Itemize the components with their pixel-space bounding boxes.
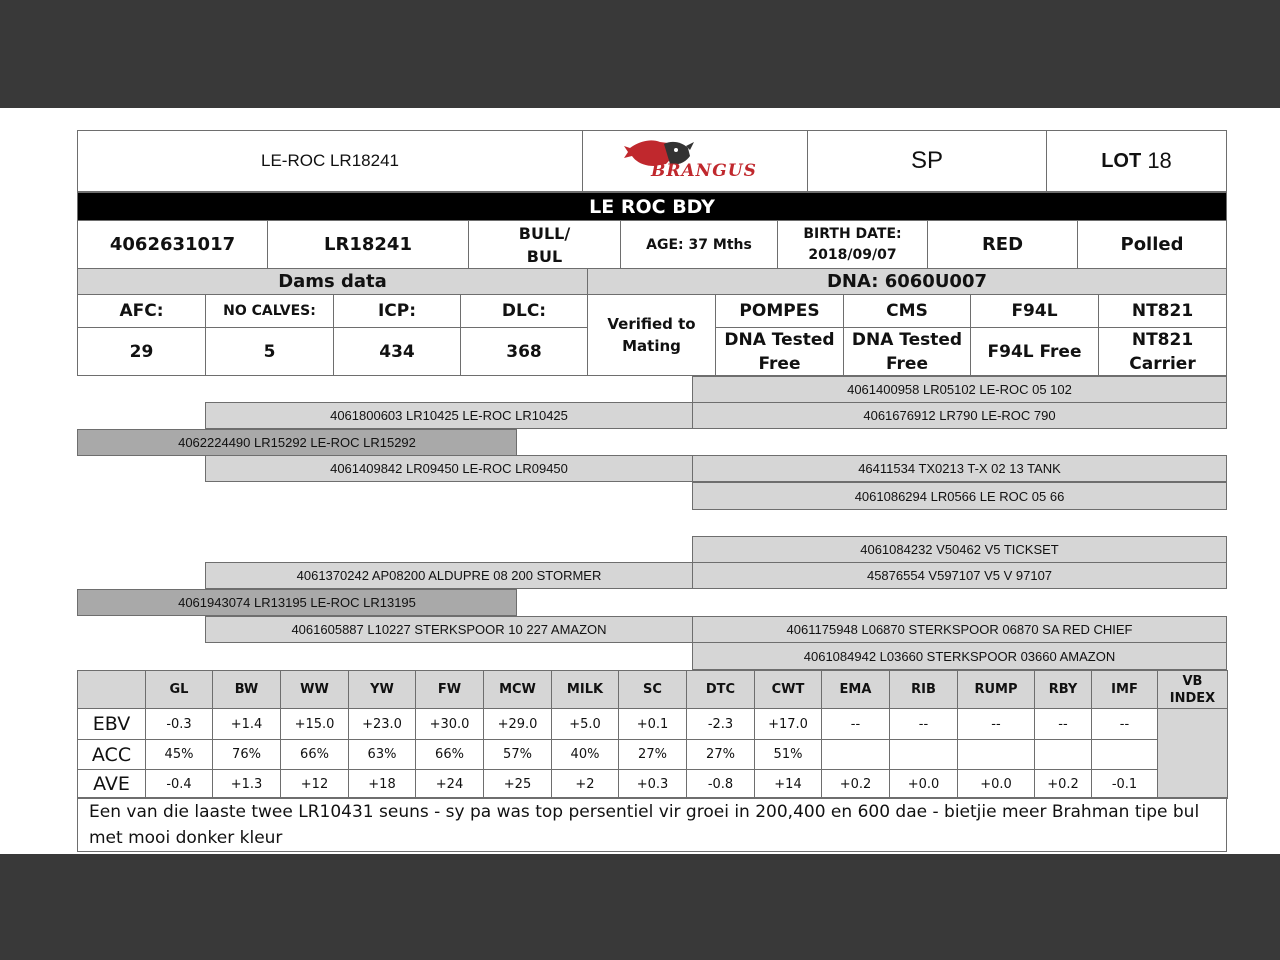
ebv-cell-acc-ww: 66% [280, 739, 349, 770]
ebv-cell-acc-rby [1034, 739, 1092, 770]
lot-sheet [0, 108, 1280, 854]
dlc-value: 368 [460, 327, 588, 376]
dlc-header: DLC: [460, 294, 588, 328]
ebv-cell-ebv-dtc: -2.3 [686, 708, 755, 740]
ebv-header-dtc: DTC [686, 670, 755, 709]
pedigree-sire-sire-dam: 4061676912 LR790 LE-ROC 790 [692, 402, 1227, 429]
no-calves-header: NO CALVES: [205, 294, 334, 328]
verified-line2: Mating [622, 337, 681, 355]
ebv-header-ema: EMA [821, 670, 890, 709]
birth-date [777, 220, 928, 269]
ebv-cell-acc-rib [889, 739, 958, 770]
ebv-cell-ebv-gl: -0.3 [145, 708, 213, 740]
ebv-cell-ave-ww: +12 [280, 769, 349, 799]
cms-line2: Free [886, 353, 928, 374]
icp-header: ICP: [333, 294, 461, 328]
ebv-header-rby: RBY [1034, 670, 1092, 709]
cms-result [843, 327, 971, 376]
ebv-cell-ebv-cwt: +17.0 [754, 708, 822, 740]
ebv-cell-ave-bw: +1.3 [212, 769, 281, 799]
f94l-header: F94L [970, 294, 1099, 328]
ebv-header-cwt: CWT [754, 670, 822, 709]
ebv-cell-ave-yw: +18 [348, 769, 416, 799]
id-number: 4062631017 [77, 220, 268, 269]
ebv-cell-ebv-rib: -- [889, 708, 958, 740]
nt821-header: NT821 [1098, 294, 1227, 328]
comment: Een van die laaste twee LR10431 seuns - sy pa was top persentiel vir groei in 200,400 en 600 dae - bietjie meer Brahman tipe bul met mooi donker kleur [77, 797, 1227, 852]
ebv-cell-ebv-mcw: +29.0 [483, 708, 552, 740]
name-code: LE-ROC LR18241 [77, 130, 583, 192]
ebv-cell-acc-bw: 76% [212, 739, 281, 770]
ebv-cell-acc-cwt: 51% [754, 739, 822, 770]
ebv-cell-acc-milk: 40% [551, 739, 619, 770]
ebv-cell-ebv-sc: +0.1 [618, 708, 687, 740]
sex-line1: BULL/ [518, 223, 571, 243]
ebv-cell-acc-ema [821, 739, 890, 770]
f94l-result: F94L Free [970, 327, 1099, 376]
verified-to-mating [587, 294, 716, 376]
ebv-cell-ave-fw: +24 [415, 769, 484, 799]
birth-value: 2018/09/07 [808, 246, 897, 263]
nt821-line1: NT821 [1131, 329, 1194, 350]
lot-box [1046, 130, 1227, 192]
ebv-cell-ave-imf: -0.1 [1091, 769, 1158, 799]
ebv-cell-ave-rump: +0.0 [957, 769, 1035, 799]
ebv-cell-ebv-milk: +5.0 [551, 708, 619, 740]
logo-text: BRANGUS [651, 161, 757, 181]
ebv-cell-ebv-rump: -- [957, 708, 1035, 740]
pedigree-sire-sire: 4061800603 LR10425 LE-ROC LR10425 [205, 402, 693, 429]
ebv-header-milk: MILK [551, 670, 619, 709]
vb-index-value [1157, 708, 1228, 799]
ebv-header-mcw: MCW [483, 670, 552, 709]
ebv-cell-ebv-bw: +1.4 [212, 708, 281, 740]
ebv-row-label-ebv: EBV [77, 708, 146, 740]
ebv-cell-ave-ema: +0.2 [821, 769, 890, 799]
pedigree-dam-dam: 4061605887 L10227 STERKSPOOR 10 227 AMAZON [205, 616, 693, 643]
dams-title: Dams data [77, 268, 588, 295]
no-calves-value: 5 [205, 327, 334, 376]
lot-number: 18 [1147, 148, 1172, 173]
brangus-logo [582, 130, 808, 192]
ebv-header-fw: FW [415, 670, 484, 709]
pompes-line2: Free [758, 353, 801, 374]
ebv-header-rump: RUMP [957, 670, 1035, 709]
pompes-result [715, 327, 844, 376]
afc-header: AFC: [77, 294, 206, 328]
ebv-cell-ave-mcw: +25 [483, 769, 552, 799]
icp-value: 434 [333, 327, 461, 376]
ebv-cell-ave-cwt: +14 [754, 769, 822, 799]
pompes-header: POMPES [715, 294, 844, 328]
ebv-row-label-ave: AVE [77, 769, 146, 799]
ebv-cell-ave-rby: +0.2 [1034, 769, 1092, 799]
pedigree-dam-dam-sire: 4061175948 L06870 STERKSPOOR 06870 SA RED CHIEF [692, 616, 1227, 643]
animal-name: LE ROC BDY [77, 192, 1227, 221]
ebv-cell-ebv-ww: +15.0 [280, 708, 349, 740]
reg-code: LR18241 [267, 220, 469, 269]
pedigree-dam-dam-dam: 4061084942 L03660 STERKSPOOR 03660 AMAZON [692, 642, 1227, 670]
ebv-cell-ebv-fw: +30.0 [415, 708, 484, 740]
ebv-header-imf: IMF [1091, 670, 1158, 709]
cms-header: CMS [843, 294, 971, 328]
nt821-result [1098, 327, 1227, 376]
ebv-row-label-acc: ACC [77, 739, 146, 770]
pedigree-sire-dam-sire: 46411534 TX0213 T-X 02 13 TANK [692, 455, 1227, 482]
ebv-corner-cell [77, 670, 146, 709]
ebv-header-rib: RIB [889, 670, 958, 709]
nt821-line2: Carrier [1129, 353, 1196, 374]
ebv-cell-acc-rump [957, 739, 1035, 770]
horn-status: Polled [1077, 220, 1227, 269]
afc-value: 29 [77, 327, 206, 376]
pedigree-dam-sire-dam: 45876554 V597107 V5 V 97107 [692, 562, 1227, 589]
ebv-header-sc: SC [618, 670, 687, 709]
ebv-header-yw: YW [348, 670, 416, 709]
ebv-cell-acc-dtc: 27% [686, 739, 755, 770]
pedigree-dam-sire-sire: 4061084232 V50462 V5 TICKSET [692, 536, 1227, 563]
grade: SP [807, 130, 1047, 192]
lot-label: LOT [1101, 149, 1142, 172]
pedigree-sire-dam: 4061409842 LR09450 LE-ROC LR09450 [205, 455, 693, 482]
ebv-cell-acc-yw: 63% [348, 739, 416, 770]
ebv-header-bw: BW [212, 670, 281, 709]
pompes-line1: DNA Tested [724, 329, 835, 350]
vb-index-line1: VB [1182, 673, 1203, 689]
ebv-cell-acc-fw: 66% [415, 739, 484, 770]
ebv-header-ww: WW [280, 670, 349, 709]
pedigree-sire-dam-dam: 4061086294 LR0566 LE ROC 05 66 [692, 482, 1227, 510]
vb-index-header [1157, 670, 1228, 709]
dna-title: DNA: 6060U007 [587, 268, 1227, 295]
ebv-cell-acc-sc: 27% [618, 739, 687, 770]
pedigree-sire: 4062224490 LR15292 LE-ROC LR15292 [77, 429, 517, 456]
cms-line1: DNA Tested [851, 329, 963, 350]
ebv-cell-ave-dtc: -0.8 [686, 769, 755, 799]
ebv-cell-acc-gl: 45% [145, 739, 213, 770]
colour: RED [927, 220, 1078, 269]
ebv-cell-ave-rib: +0.0 [889, 769, 958, 799]
sex-line2: BUL [526, 246, 563, 266]
birth-label: BIRTH DATE: [803, 225, 902, 242]
ebv-cell-ave-milk: +2 [551, 769, 619, 799]
sex [468, 220, 621, 269]
vb-index-line2: INDEX [1169, 690, 1216, 706]
ebv-cell-ebv-yw: +23.0 [348, 708, 416, 740]
ebv-header-gl: GL [145, 670, 213, 709]
age: AGE: 37 Mths [620, 220, 778, 269]
ebv-cell-ave-sc: +0.3 [618, 769, 687, 799]
ebv-cell-ebv-imf: -- [1091, 708, 1158, 740]
pedigree-dam-sire: 4061370242 AP08200 ALDUPRE 08 200 STORMER [205, 562, 693, 589]
ebv-cell-acc-imf [1091, 739, 1158, 770]
pedigree-sire-sire-sire: 4061400958 LR05102 LE-ROC 05 102 [692, 376, 1227, 403]
pedigree-dam: 4061943074 LR13195 LE-ROC LR13195 [77, 589, 517, 616]
ebv-cell-ave-gl: -0.4 [145, 769, 213, 799]
verified-line1: Verified to [607, 315, 696, 333]
ebv-cell-acc-mcw: 57% [483, 739, 552, 770]
ebv-cell-ebv-rby: -- [1034, 708, 1092, 740]
ebv-cell-ebv-ema: -- [821, 708, 890, 740]
